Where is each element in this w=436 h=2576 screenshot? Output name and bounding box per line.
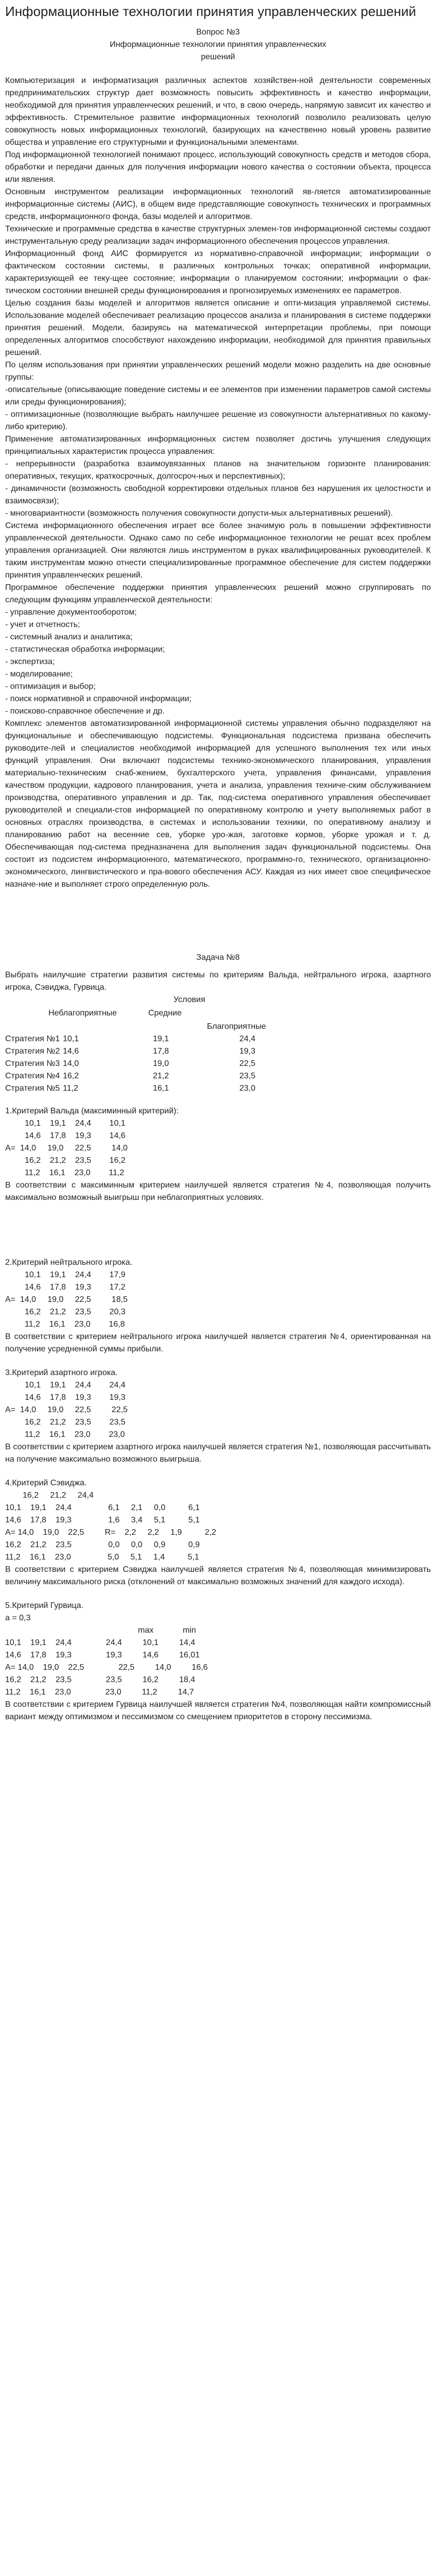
- theory-paragraph: Комплекс элементов автоматизированной информационной системы управления обычно подразделяют на функциональные и обеспечивающую подсистемы. Функциональная подсистема призвана обеспечить руководите-лей и специалистов необходимой информацией для успешного выполнения тех или иных функций управления. Они включают подсистемы технико-экономического планирования, управления материально-техническим снаб-жением, бухгалтерского учета, управления финансами, управления качеством продукции, кадрового планирования, учета и анализа, управления техниче-ским обслуживанием производства, оперативного управления и др. Так, под-система оперативного управления обеспечивает руководителей и специали-стов информацией по оперативному контролю и учету выполняемых работ в основных отраслях производства, в системах и использовании техники, по оперативному анализу и планированию работ на весенние сев, уборке уро-жая, заготовке кормов, уборке урожая и т. д. Обеспечивающая под-система предназначена для выполнения задач функциональной подсистемы. Она состоит из подсистем информационного, математического, программно-го, технического, организационно-экономического, лингвистического и пра-вового обеспечения АСУ. Каждая из них имеет свое специфическое назначе-ние и выполняет строго определенную роль.: [5, 719, 431, 889]
- theory-paragraph: - статистическая обработка информации;: [5, 645, 165, 654]
- strategy-value: 11,2: [63, 1083, 78, 1093]
- strategy-name: Стратегия №4: [5, 1071, 60, 1080]
- matrix-line: 11,2 16,1 23,0 5,0 5,1 1,4 5,1: [5, 1552, 199, 1562]
- savage-top-row: 16,2 21,2 24,4: [23, 1490, 94, 1500]
- theory-paragraph: - поиск нормативной и справочной информации;: [5, 694, 192, 703]
- theory-paragraph: - моделирование;: [5, 669, 73, 679]
- matrix-line: 11,2 16,1 23,0 11,2: [25, 1168, 125, 1177]
- strategy-value: 19,0: [153, 1059, 169, 1068]
- strategy-name: Стратегия №3: [5, 1059, 60, 1068]
- hurwicz-conclusion: В соответствии с критерием Гурвица наилучшей является стратегия №4, позволяющая найти компромиссный вариант между оптимизмом и пессимизмом со смещением приоритетов в сторону пессимизма.: [5, 1700, 431, 1721]
- theory-paragraph: Целью создания базы моделей и алгоритмов является описание и опти-мизация управляемой системы. Использование моделей обеспечивает реализацию процессов анализа и планирования в системе поддержки принятия решений. Модели, базируясь на математической интерпретации проблемы, при помощи определенных алгоритмов способствуют нахождению информации, необходимой для принятия правильных решений.: [5, 298, 431, 357]
- matrix-line: 16,2 21,2 23,5 0,0 0,0 0,9 0,9: [5, 1540, 200, 1549]
- theory-paragraph: По целям использования при принятии управленческих решений модели можно разделить на две основные группы:: [5, 360, 431, 382]
- hurwicz-max-label: max: [138, 1625, 154, 1635]
- theory-paragraph: - непрерывности (разработка взаимоувязанных планов на значительном горизонте планирования: оперативных, текущих, краткосрочных, долгосроч-ных и перспективных);: [5, 459, 431, 481]
- theory-paragraph: - управление документооборотом;: [5, 607, 137, 617]
- matrix-line: 10,1 19,1 24,4 6,1 2,1 0,0 6,1: [5, 1503, 200, 1512]
- strategy-value: 24,4: [239, 1034, 256, 1043]
- strategy-value: 14,6: [63, 1046, 79, 1056]
- hurwicz-title: 5.Критерий Гурвица.: [5, 1601, 84, 1610]
- strategy-value: 19,3: [239, 1046, 256, 1056]
- matrix-line: А= 14,0 19,0 22,5 R= 2,2 2,2 1,9 2,2: [5, 1528, 217, 1537]
- theory-paragraph: Под информационной технологией понимают процесс, использующий совокупность средств и методов сбора, обработки и передачи данных для получения информации нового качества о состоянии объекта, процесса или явления.: [5, 150, 431, 184]
- matrix-line: 14,6 17,8 19,3 14,6: [25, 1131, 126, 1140]
- theory-paragraph: Основным инструментом реализации информационных технологий яв-ляется автоматизированные информационные системы (АИС), в общем виде представляющие совокупность технических и программных средств, информационного фонда, базы моделей и алгоритмов.: [5, 187, 431, 221]
- table-row: [5, 1082, 431, 1095]
- neutral-matrix: [5, 1269, 431, 1331]
- strategy-value: 16,1: [153, 1083, 169, 1093]
- wald-matrix: [5, 1117, 431, 1179]
- savage-conclusion: В соответствии с критерием Сэвиджа наилучшей является стратегия №4, позволяющая минимизировать величину максимального риска (отклонений от максимально возможных значений для каждого исхода).: [5, 1565, 431, 1586]
- question-subheading-cont: решений: [201, 52, 235, 61]
- matrix-line: 10,1 19,1 24,4 10,1: [25, 1118, 126, 1128]
- matrix-line: 10,1 19,1 24,4 17,9: [25, 1270, 126, 1279]
- matrix-line: 14,6 17,8 19,3 19,3: [25, 1393, 126, 1402]
- strategy-table: [5, 1033, 431, 1095]
- theory-section: [5, 75, 431, 891]
- theory-paragraph: - оптимизационные (позволяющие выбрать наилучшее решение из совокупности альтернативных по какому-либо критерию).: [5, 410, 431, 431]
- theory-paragraph: - системный анализ и аналитика;: [5, 632, 133, 641]
- theory-paragraph: Применение автоматизированных информационных систем позволяет достичь улучшения следующих принципиальных характеристик процесса управления:: [5, 434, 431, 456]
- gambler-title: 3.Критерий азартного игрока.: [5, 1368, 118, 1377]
- hurwicz-matrix: [5, 1637, 431, 1699]
- header-unfavorable: Неблагоприятные: [48, 1008, 117, 1018]
- theory-paragraph: Система информационного обеспечения играет все более значимую роль в повышении эффективности управленческой деятельности. Однако само по себе информационное технологии не решат всех проблем управления организацией. Они являются лишь инструментом в руках квалифицированных руководителей. К таким инструментам можно отнести специализированные программное обеспечение для систем поддержки принятия управленческих решений.: [5, 521, 431, 580]
- matrix-line: 10,1 19,1 24,4 24,4: [25, 1380, 126, 1389]
- strategy-value: 17,8: [153, 1046, 169, 1056]
- theory-paragraph: - динамичности (возможность свободной корректировки отдельных планов без нарушения их целостности и взаимосвязи);: [5, 484, 431, 505]
- matrix-line: 11,2 16,1 23,0 23,0 11,2 14,7: [5, 1687, 194, 1697]
- matrix-line: 14,6 17,8 19,3 1,6 3,4 5,1 5,1: [5, 1515, 200, 1524]
- strategy-value: 19,1: [153, 1034, 169, 1043]
- gambler-conclusion: В соответствии с критерием азартного игрока наилучшей является стратегия №1, позволяющая рассчитывать на получение максимально возможного выигрыша.: [5, 1442, 431, 1464]
- conditions-label: Условия: [173, 995, 205, 1004]
- page-title: Информационные технологии принятия управленческих решений: [5, 4, 416, 19]
- table-row: [5, 1058, 431, 1070]
- savage-title: 4.Критерий Сэвиджа.: [5, 1478, 87, 1487]
- wald-title: 1.Критерий Вальда (максиминный критерий):: [5, 1106, 179, 1115]
- theory-paragraph: - оптимизация и выбор;: [5, 682, 96, 691]
- hurwicz-col-labels: [5, 1624, 431, 1637]
- header-average: Средние: [148, 1008, 182, 1018]
- matrix-line: 16,2 21,2 23,5 23,5: [25, 1417, 126, 1427]
- theory-paragraph: Компьютеризация и информатизация различных аспектов хозяйствен-ной деятельности современных предпринимательских структур дает возможность повысить эффективность и качество информации, необходимой для принятия управленческих решений, и что, в свою очередь, напрямую зависит их качество и эффективность. Стремительное развитие информационных технологий позволило реализовать целую совокупность новых информационных технологий, базирующих на качественно новый уровень развитие общества и управление его структурными и функциональными элементами.: [5, 76, 431, 147]
- strategy-value: 23,5: [239, 1071, 256, 1080]
- savage-matrix: [5, 1502, 431, 1564]
- matrix-line: 11,2 16,1 23,0 23,0: [25, 1430, 125, 1439]
- header-favorable: Благоприятные: [207, 1022, 266, 1031]
- hurwicz-alpha: a = 0,3: [5, 1613, 31, 1622]
- theory-paragraph: Программное обеспечение поддержки принятия управленческих решений можно сгруппировать по следующим функциям управленческой деятельности:: [5, 583, 431, 604]
- neutral-conclusion: В соответствии с критерием нейтрального игрока наилучшей является стратегия №4, ориентированная на получение усредненной суммы прибыли.: [5, 1332, 431, 1353]
- strategy-name: Стратегия №2: [5, 1046, 60, 1056]
- theory-paragraph: Информационный фонд АИС формируется из нормативно-справочной информации; информации о фактическом состоянии системы, в различных контрольных точках; оперативной информации, характеризующей ее теку-щее состояние; информации о планируемом состоянии; информации о фак-тическом состоянии внешней среды функционирования и прогнозируемых изменениях ее параметров.: [5, 249, 431, 295]
- table-row: [5, 1070, 431, 1082]
- gambler-matrix: [5, 1379, 431, 1441]
- matrix-line: 11,2 16,1 23,0 16,8: [25, 1319, 125, 1329]
- strategy-name: Стратегия №5: [5, 1083, 60, 1093]
- question-subheading: Информационные технологии принятия управленческих: [110, 40, 326, 49]
- table-row: [5, 1045, 431, 1058]
- matrix-line: А= 14,0 19,0 22,5 18,5: [5, 1295, 128, 1304]
- neutral-title: 2.Критерий нейтрального игрока.: [5, 1258, 133, 1267]
- strategy-value: 22,5: [239, 1059, 256, 1068]
- matrix-line: А= 14,0 19,0 22,5 22,5 14,0 16,6: [5, 1663, 208, 1672]
- question-heading: Вопрос №3: [196, 27, 240, 37]
- matrix-line: А= 14,0 19,0 22,5 14,0: [5, 1143, 128, 1153]
- matrix-line: 16,2 21,2 23,5 20,3: [25, 1307, 126, 1316]
- strategy-value: 23,0: [239, 1083, 256, 1093]
- matrix-line: 16,2 21,2 23,5 16,2: [25, 1156, 126, 1165]
- task-intro: Выбрать наилучшие стратегии развития системы по критериям Вальда, нейтрального игрока, азартного игрока, Сэвиджа, Гурвица.: [5, 970, 431, 992]
- matrix-line: 14,6 17,8 19,3 19,3 14,6 16,01: [5, 1650, 200, 1659]
- matrix-line: 14,6 17,8 19,3 17,2: [25, 1282, 126, 1292]
- theory-paragraph: - многовариантности (возможность получения совокупности допусти-мых альтернативных решений).: [5, 509, 393, 518]
- strategy-value: 10,1: [63, 1034, 79, 1043]
- theory-paragraph: - учет и отчетность;: [5, 620, 80, 629]
- strategy-name: Стратегия №1: [5, 1034, 60, 1043]
- theory-paragraph: Технические и программные средства в качестве структурных элемен-тов информационной системы создают инструментальную среду реализации задач информационного обеспечения процессов управления.: [5, 224, 431, 246]
- task-heading: Задача №8: [196, 953, 240, 962]
- wald-conclusion: В соответствии с максиминным критерием наилучшей является стратегия №4, позволяющая получить максимально возможный выигрыш при неблагоприятных условиях.: [5, 1180, 431, 1202]
- theory-paragraph: - поисково-справочное обеспечение и др.: [5, 706, 165, 716]
- strategy-value: 16,2: [63, 1071, 79, 1080]
- strategy-value: 14,0: [63, 1059, 79, 1068]
- table-row: [5, 1033, 431, 1045]
- matrix-line: 16,2 21,2 23,5 23,5 16,2 18,4: [5, 1675, 196, 1684]
- theory-paragraph: -описательные (описывающие поведение системы и ее элементов при изменении параметров самой системы или среды функционирования);: [5, 385, 431, 406]
- theory-paragraph: - экспертиза;: [5, 657, 55, 666]
- conditions-header-row: [5, 1007, 431, 1021]
- matrix-line: А= 14,0 19,0 22,5 22,5: [5, 1405, 128, 1414]
- matrix-line: 10,1 19,1 24,4 24,4 10,1 14,4: [5, 1638, 196, 1647]
- hurwicz-min-label: min: [183, 1625, 196, 1635]
- strategy-value: 21,2: [153, 1071, 169, 1080]
